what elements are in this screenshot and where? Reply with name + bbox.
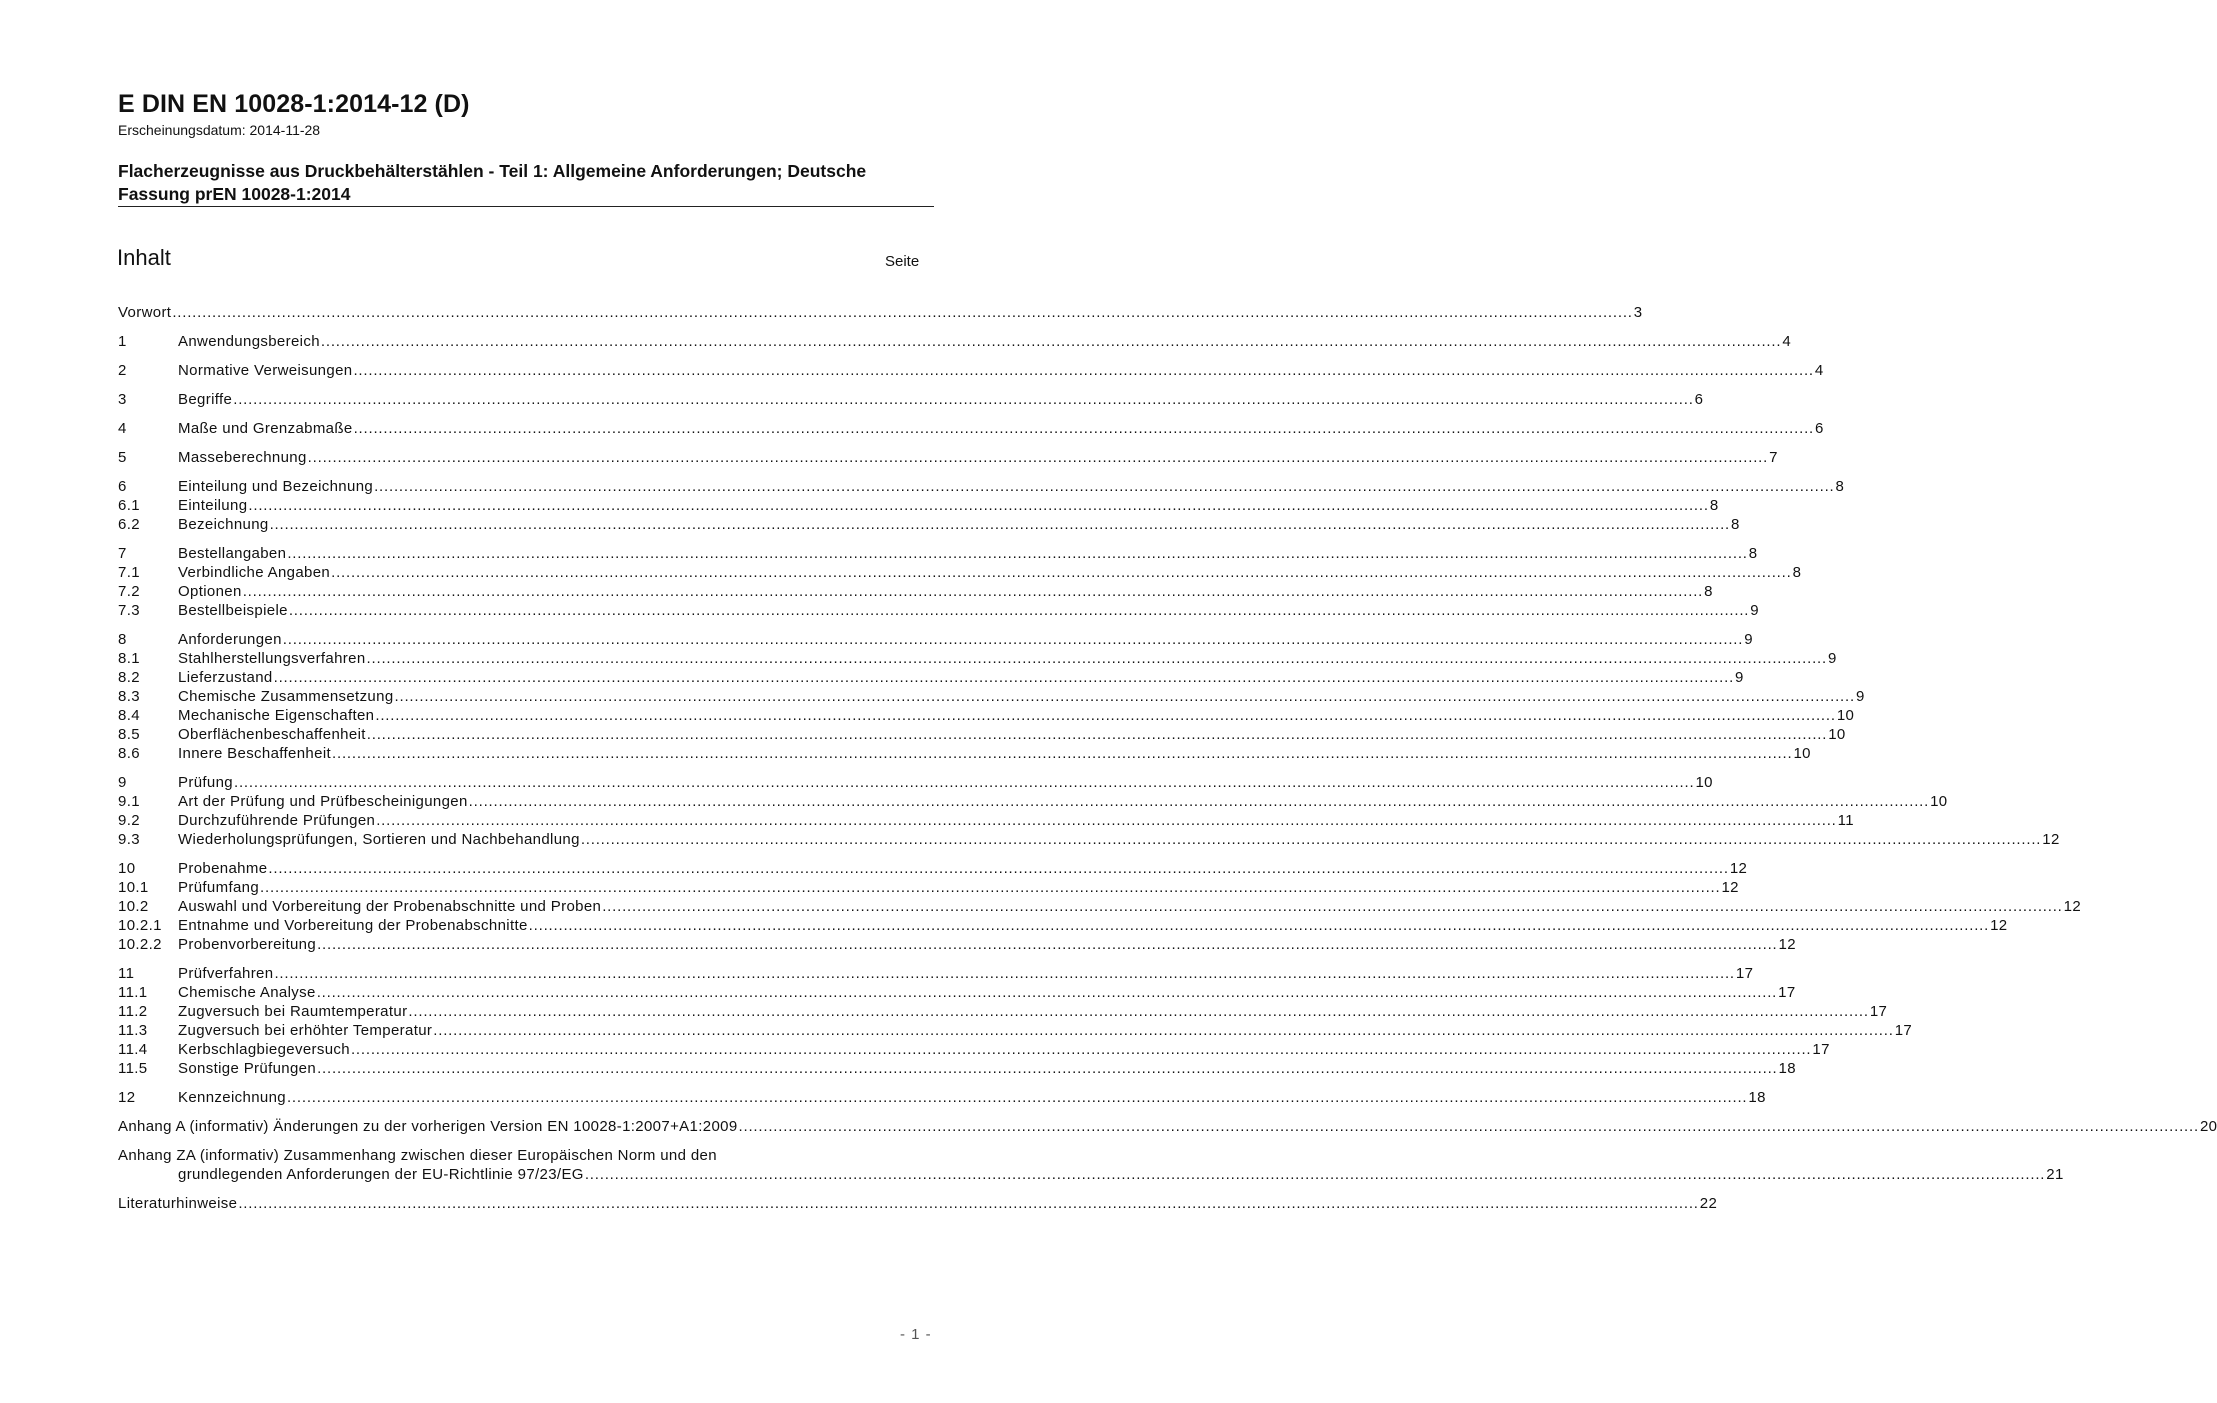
dot-leader [238,1194,1698,1213]
toc-group [118,303,1643,322]
toc-entry-number: 11.4 [118,1041,148,1058]
toc-entry-number: 2 [118,362,127,379]
toc-entry-title: Sonstige Prüfungen [178,1060,317,1077]
toc-entry-page: 10 [1836,707,1855,724]
toc-entry[interactable] [118,1088,1766,1107]
dot-leader [351,1040,1811,1059]
toc-entry-page: 10 [1930,793,1948,810]
toc-entry-page: 4 [1814,362,1824,379]
dot-leader [739,1117,2199,1136]
toc-entry-page: 7 [1769,449,1778,466]
toc-entry-number: 11.5 [118,1060,148,1077]
toc-entry[interactable] [118,361,1824,380]
toc-entry-number: 10.2.1 [118,917,162,934]
toc-entry-number: 10 [118,860,136,877]
document-number: E DIN EN 10028-1:2014-12 (D) [118,90,470,118]
toc-group [118,630,1865,763]
toc-entry[interactable] [118,773,1713,792]
toc-entry[interactable] [118,878,1739,897]
publication-date: Erscheinungsdatum: 2014-11-28 [118,122,321,138]
toc-entry-title: Begriffe [178,391,233,408]
dot-leader [375,706,1835,725]
toc-entry-page: 18 [1748,1089,1766,1106]
toc-entry[interactable] [118,390,1704,409]
toc-entry-title: Innere Beschaffenheit [178,745,332,762]
toc-entry[interactable] [118,303,1643,322]
dot-leader [268,859,1728,878]
toc-entry-page: 8 [1709,497,1719,514]
dot-leader [233,390,1693,409]
toc-entry[interactable] [118,1117,2217,1136]
toc-entry-title: Kerbschlagbiegeversuch [178,1041,350,1058]
toc-group [118,332,1792,351]
toc-entry-title: Anhang A (informativ) Änderungen zu der vorherigen Version EN 10028-1:2007+A1:2009 [118,1118,738,1135]
toc-entry-title: Anforderungen [178,631,282,648]
dot-leader [376,811,1836,830]
toc-entry-page: 18 [1778,1060,1796,1077]
dot-leader [317,983,1777,1002]
toc-entry[interactable] [118,811,1854,830]
toc-entry-number: 7 [118,545,127,562]
toc-entry[interactable] [118,935,1796,954]
toc-entry-number: 8.4 [118,707,140,724]
toc-entry[interactable] [118,649,1837,668]
toc-entry[interactable] [118,563,1802,582]
toc-entry-number: 5 [118,449,127,466]
table-of-contents [118,303,2217,1223]
dot-leader [248,496,1708,515]
toc-entry-number: 7.1 [118,564,140,581]
toc-entry-title: Masseberechnung [178,449,307,466]
dot-leader [602,897,2062,916]
toc-entry[interactable] [118,1194,1718,1213]
toc-entry-page: 9 [1855,688,1865,705]
dot-leader [317,935,1777,954]
toc-group [118,419,1824,438]
toc-entry-title: Maße und Grenzabmaße [178,420,353,437]
toc-entry-page: 20 [2199,1118,2217,1135]
toc-entry-page: 9 [1750,602,1759,619]
toc-entry-page: 17 [1812,1041,1830,1058]
toc-entry-page: 17 [1894,1022,1913,1039]
toc-entry-page: 10 [1695,774,1713,791]
toc-entry[interactable] [118,792,1948,811]
toc-entry-title: Verbindliche Angaben [178,564,331,581]
toc-entry-number: 10.2.2 [118,936,162,953]
dot-leader [283,630,1743,649]
toc-entry-page: 17 [1778,984,1796,1001]
toc-entry[interactable] [118,859,1748,878]
toc-entry-title: Stahlherstellungsverfahren [178,650,366,667]
toc-entry-title: Mechanische Eigenschaften [178,707,375,724]
toc-group [118,544,1802,620]
toc-group [118,390,1704,409]
document-title: Flacherzeugnisse aus Druckbehälterstählen - Teil 1: Allgemeine Anforderungen; Deutsche Fassung prEN 10028-1:2014 [118,161,867,204]
toc-entry[interactable] [118,1146,2064,1184]
toc-entry-number: 10.2 [118,898,149,915]
toc-entry-title: Anhang ZA (informativ) Zusammenhang zwischen dieser Europäischen Norm und den [118,1147,717,1164]
toc-entry[interactable] [118,725,1846,744]
toc-entry-number: 11.2 [118,1003,148,1020]
toc-entry-page: 12 [1721,879,1739,896]
toc-entry-number: 9.2 [118,812,140,829]
toc-entry-title: Wiederholungsprüfungen, Sortieren und Nachbehandlung [178,831,580,848]
toc-entry-number: 1 [118,333,127,350]
toc-entry[interactable] [118,706,1855,725]
dot-leader [367,725,1827,744]
toc-entry[interactable] [118,916,2008,935]
toc-entry[interactable] [118,1059,1796,1078]
dot-leader [354,419,1814,438]
toc-group [118,1117,2217,1136]
toc-entry[interactable] [118,1002,1888,1021]
dot-leader [585,1165,2045,1184]
toc-entry-page: 8 [1731,516,1740,533]
toc-entry-number: 9 [118,774,127,791]
toc-entry-title: Lieferzustand [178,669,273,686]
dot-leader [274,668,1734,687]
dot-leader [581,830,2041,849]
toc-entry-page: 4 [1782,333,1792,350]
toc-entry[interactable] [118,477,1845,496]
toc-entry-title: Probenahme [178,860,268,877]
toc-entry[interactable] [118,582,1713,601]
toc-entry-title: Normative Verweisungen [178,362,353,379]
dot-leader [374,477,1834,496]
toc-group [118,448,1778,467]
toc-entry-title: Art der Prüfung und Prüfbescheinigungen [178,793,468,810]
toc-entry-page: 6 [1815,420,1824,437]
toc-entry[interactable] [118,668,1744,687]
toc-entry-number: 7.3 [118,602,140,619]
page-number: - 1 - [900,1326,932,1343]
toc-entry[interactable] [118,897,2082,916]
dot-leader [395,687,1855,706]
dot-leader [529,916,1989,935]
toc-entry-title: Zugversuch bei erhöhter Temperatur [178,1022,433,1039]
dot-leader [367,649,1827,668]
toc-entry[interactable] [118,830,2060,849]
toc-entry[interactable] [118,448,1778,467]
toc-entry-title: Entnahme und Vorbereitung der Probenabschnitte [178,917,528,934]
toc-entry-page: 6 [1694,391,1704,408]
toc-entry-page: 10 [1793,745,1811,762]
toc-entry-page: 12 [1990,917,2008,934]
toc-entry-page: 17 [1735,965,1754,982]
toc-entry-page: 8 [1748,545,1758,562]
toc-entry[interactable] [118,544,1758,563]
toc-entry-number: 11 [118,965,135,982]
toc-entry-number: 9.3 [118,831,140,848]
dot-leader [308,448,1768,467]
toc-entry-number: 10.1 [118,879,149,896]
dot-leader [289,601,1749,620]
toc-entry[interactable] [118,515,1740,534]
toc-entry-title: Zugversuch bei Raumtemperatur [178,1003,408,1020]
toc-group [118,964,1913,1078]
toc-entry-page: 21 [2046,1166,2064,1183]
dot-leader [270,515,1730,534]
toc-entry-title: Prüfung [178,774,233,791]
dot-leader [331,563,1791,582]
toc-entry[interactable] [118,332,1792,351]
toc-entry[interactable] [118,983,1796,1002]
toc-entry-page: 8 [1792,564,1802,581]
dot-leader [321,332,1781,351]
toc-entry-title: Vorwort [118,304,172,321]
toc-entry-number: 8 [118,631,127,648]
toc-entry-title: Anwendungsbereich [178,333,320,350]
toc-entry[interactable] [118,1021,1913,1040]
toc-entry-number: 9.1 [118,793,140,810]
toc-entry-page: 10 [1828,726,1846,743]
toc-entry-number: 11.1 [118,984,148,1001]
toc-entry-page: 12 [2063,898,2082,915]
toc-entry-title-continued: grundlegenden Anforderungen der EU-Richtlinie 97/23/EG [178,1166,584,1183]
dot-leader [469,792,1929,811]
toc-entry-number: 12 [118,1089,136,1106]
toc-entry[interactable] [118,630,1753,649]
toc-entry-number: 6.2 [118,516,140,533]
toc-page-column-label: Seite [885,253,920,270]
toc-entry-page: 17 [1869,1003,1888,1020]
toc-group [118,1194,1718,1213]
toc-group [118,1088,1766,1107]
toc-entry-page: 9 [1827,650,1837,667]
toc-entry-page: 3 [1633,304,1643,321]
title-divider [118,206,934,207]
dot-leader [408,1002,1868,1021]
toc-entry-number: 11.3 [118,1022,148,1039]
toc-entry-page: 9 [1744,631,1753,648]
toc-entry-title: Chemische Analyse [178,984,316,1001]
toc-entry[interactable] [118,744,1811,763]
toc-entry-title: Probenvorbereitung [178,936,317,953]
toc-entry-title: Literaturhinweise [118,1195,238,1212]
dot-leader [234,773,1694,792]
toc-entry-page: 11 [1837,812,1854,829]
toc-entry-page: 12 [1729,860,1748,877]
dot-leader [243,582,1703,601]
toc-entry-title: Durchzuführende Prüfungen [178,812,376,829]
toc-entry-number: 6.1 [118,497,140,514]
toc-entry-title: Kennzeichnung [178,1089,286,1106]
toc-group [118,477,1845,534]
toc-heading: Inhalt [117,245,171,270]
dot-leader [274,964,1734,983]
dot-leader [353,361,1813,380]
toc-entry[interactable] [118,687,1865,706]
toc-entry-page: 12 [1778,936,1796,953]
toc-entry-number: 8.3 [118,688,140,705]
dot-leader [260,878,1720,897]
toc-entry-number: 7.2 [118,583,140,600]
dot-leader [172,303,1632,322]
toc-group [118,773,2060,849]
toc-entry[interactable] [118,419,1824,438]
dot-leader [317,1059,1777,1078]
toc-entry-title: Einteilung und Bezeichnung [178,478,374,495]
toc-entry-page: 12 [2042,831,2060,848]
toc-entry-page: 8 [1704,583,1713,600]
dot-leader [287,1088,1747,1107]
toc-entry-number: 8.1 [118,650,140,667]
toc-group [118,1146,2064,1184]
toc-entry[interactable] [118,1040,1830,1059]
toc-entry-number: 8.5 [118,726,140,743]
toc-entry-number: 8.2 [118,669,140,686]
toc-group [118,859,2082,954]
toc-entry-page: 22 [1699,1195,1718,1212]
toc-entry-title: Bezeichnung [178,516,269,533]
toc-entry-number: 8.6 [118,745,140,762]
toc-entry-title: Einteilung [178,497,248,514]
toc-entry[interactable] [118,496,1719,515]
toc-entry-title: Prüfumfang [178,879,260,896]
toc-entry-number: 4 [118,420,127,437]
toc-entry-title: Optionen [178,583,242,600]
toc-entry-title: Bestellbeispiele [178,602,288,619]
toc-entry-page: 8 [1835,478,1845,495]
toc-entry[interactable] [118,601,1759,620]
dot-leader [332,744,1792,763]
toc-entry-page: 9 [1735,669,1744,686]
toc-entry-title: Chemische Zusammensetzung [178,688,394,705]
toc-entry-number: 3 [118,391,127,408]
toc-entry-title: Prüfverfahren [178,965,274,982]
toc-entry-title: Oberflächenbeschaffenheit [178,726,366,743]
toc-entry-title: Auswahl und Vorbereitung der Probenabschnitte und Proben [178,898,602,915]
dot-leader [287,544,1747,563]
toc-entry-title: Bestellangaben [178,545,287,562]
dot-leader [433,1021,1893,1040]
toc-entry-number: 6 [118,478,127,495]
toc-group [118,361,1824,380]
toc-entry[interactable] [118,964,1754,983]
